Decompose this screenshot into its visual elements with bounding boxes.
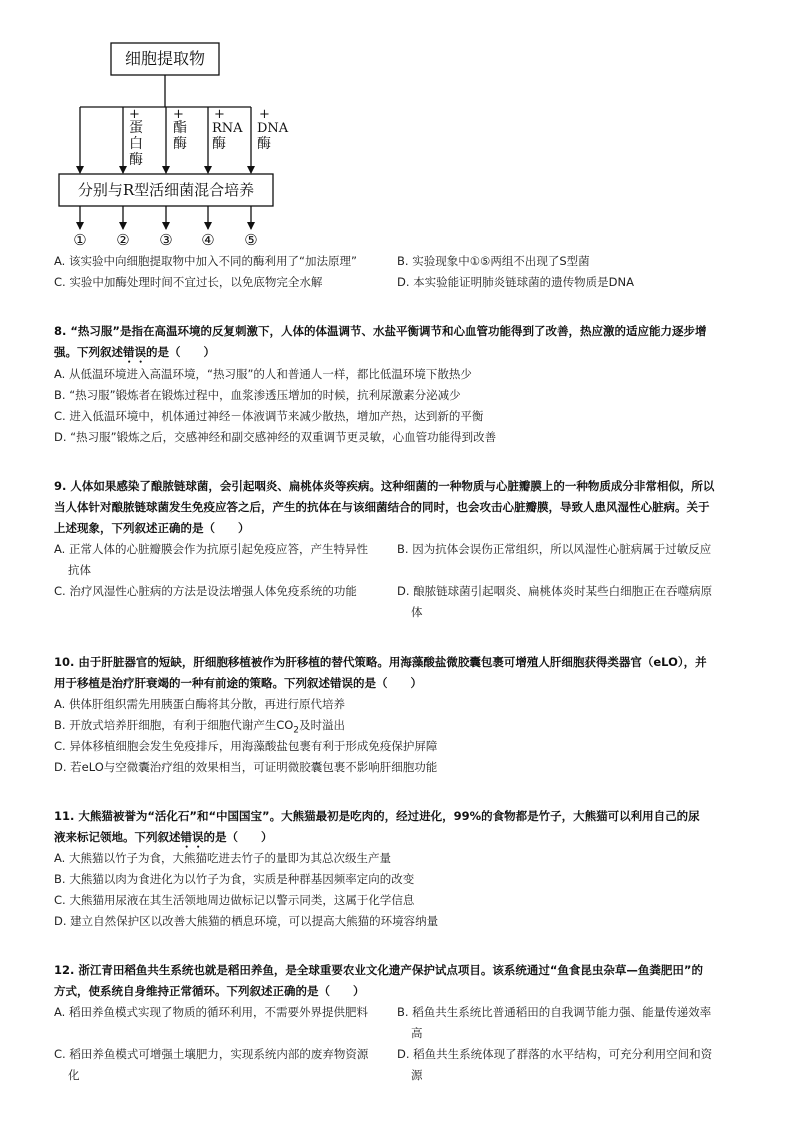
q11-option-a[interactable]: A. 大熊猫以竹子为食，大熊猫吃进去竹子的量即为其总次级生产量: [54, 851, 391, 865]
plus-sign: +: [173, 107, 184, 122]
tube-2: ②: [116, 231, 130, 249]
q12-option-c[interactable]: C. 稻田养鱼模式可增强土壤肥力，实现系统内部的废弃物资源: [54, 1047, 369, 1061]
q12-option-b[interactable]: B. 稻鱼共生系统比普通稻田的自我调节能力强、能量传递效率: [397, 1005, 712, 1019]
q10-stem: 10. 由于肝脏器官的短缺，肝细胞移植被作为肝移植的替代策略。用海藻酸盐微胶囊包裹可增殖人肝细胞获得类器官（eLO），并 用于移植是治疗肝衰竭的一种有前途的策略。下列叙述错误的是（ ）: [54, 655, 707, 690]
q8-option-b[interactable]: B. “热习服”锻炼者在锻炼过程中，血浆渗透压增加的时候，抗利尿激素分泌减少: [54, 388, 461, 402]
q10-option-a[interactable]: A. 供体肝组织需先用胰蛋白酶将其分散，再进行原代培养: [54, 697, 345, 711]
plus-sign: +: [129, 107, 140, 122]
q9-option-a[interactable]: A. 正常人体的心脏瓣膜会作为抗原引起免疫应答，产生特异性: [54, 542, 368, 556]
q11-option-d[interactable]: D. 建立自然保护区以改善大熊猫的栖息环境，可以提高大熊猫的环境容纳量: [54, 914, 439, 928]
q7-option-a[interactable]: A. 该实验中向细胞提取物中加入不同的酶利用了“加法原理”: [54, 254, 357, 268]
q9-stem: 9. 人体如果感染了酿脓链球菌，会引起咽炎、扁桃体炎等疾病。这种细菌的一种物质与心脏瓣膜上的一种物质成分非常相似，所以 当人体针对酿脓链球菌发生免疫应答之后，产生的抗体在与该细菌结合的同时，也会攻击心脏瓣膜，导致人患风湿性心脏病。关于 上述现象，下列叙述正确的是（ ）: [54, 479, 715, 535]
q12-option-d-cont: 源: [411, 1068, 423, 1082]
q11-stem: 11. 大熊猫被誉为“活化石”和“中国国宝”。大熊猫最初是吃肉的，经过进化，99%的食物都是竹子，大熊猫可以利用自己的尿 液来标记领地。下列叙述错误的是（ ）: [54, 809, 700, 844]
q9-option-a-cont: 抗体: [68, 563, 91, 577]
enzyme-protease: 蛋白酶: [129, 120, 143, 168]
q12-option-a[interactable]: A. 稻田养鱼模式实现了物质的循环利用，不需要外界提供肥料: [54, 1005, 368, 1019]
q8-option-c[interactable]: C. 进入低温环境中，机体通过神经－体液调节来减少散热，增加产热，达到新的平衡: [54, 409, 484, 423]
tube-1: ①: [73, 231, 87, 249]
q12-stem: 12. 浙江青田稻鱼共生系统也就是稻田养鱼，是全球重要农业文化遗产保护试点项目。该系统通过“鱼食昆虫杂草—鱼粪肥田”的 方式，使系统自身维持正常循环。下列叙述正确的是（ ）: [54, 963, 703, 998]
q7-option-c[interactable]: C. 实验中加酶处理时间不宜过长，以免底物完全水解: [54, 275, 323, 289]
q8-option-d[interactable]: D. “热习服”锻炼之后，交感神经和副交感神经的双重调节更灵敏，心血管功能得到改善: [54, 430, 497, 444]
mix-culture-box: 分别与R型活细菌混合培养: [77, 181, 255, 199]
tube-3: ③: [159, 231, 173, 249]
experiment-diagram: [0, 0, 330, 256]
q9-option-d-cont: 体: [411, 605, 423, 619]
q7-option-d[interactable]: D. 本实验能证明肺炎链球菌的遗传物质是DNA: [397, 275, 634, 289]
q9-option-b[interactable]: B. 因为抗体会误伤正常组织，所以风湿性心脏病属于过敏反应: [397, 542, 712, 556]
enzyme-dna-label: DNA: [257, 121, 289, 136]
plus-sign: +: [214, 107, 225, 122]
q12-option-b-cont: 高: [411, 1026, 423, 1040]
q8-stem: 8. “热习服”是指在高温环境的反复刺激下，人体的体温调节、水盐平衡调节和心血管功能得到了改善，热应激的适应能力逐步增 强。下列叙述错误的是（ ）: [54, 324, 707, 359]
q12-option-c-cont: 化: [68, 1068, 80, 1082]
enzyme-rna-label: RNA: [212, 121, 243, 136]
tube-4: ④: [201, 231, 215, 249]
q9-option-c[interactable]: C. 治疗风湿性心脏病的方法是设法增强人体免疫系统的功能: [54, 584, 357, 598]
q10-option-b[interactable]: B. 开放式培养肝细胞，有利于细胞代谢产生$CO_2$及时溢出: [54, 718, 346, 736]
q7-option-b[interactable]: B. 实验现象中①⑤两组不出现了S型菌: [397, 254, 590, 268]
cell-extract-box: 细胞提取物: [124, 49, 205, 68]
q11-option-b[interactable]: B. 大熊猫以肉为食进化为以竹子为食，实质是种群基因频率定向的改变: [54, 872, 415, 886]
tube-5: ⑤: [244, 231, 258, 249]
q10-option-d[interactable]: D. 若eLO与空微囊治疗组的效果相当，可证明微胶囊包裹不影响肝细胞功能: [54, 760, 438, 774]
q10-option-c[interactable]: C. 异体移植细胞会发生免疫排斥，用海藻酸盐包裹有利于形成免疫保护屏障: [54, 739, 438, 753]
enzyme-esterase: 酯酶: [173, 120, 187, 152]
q9-option-d[interactable]: D. 酿脓链球菌引起咽炎、扁桃体炎时某些白细胞正在吞噬病原: [397, 584, 713, 598]
enzyme-rna-suffix: 酶: [212, 136, 226, 152]
q11-option-c[interactable]: C. 大熊猫用尿液在其生活领地周边做标记以警示同类，这属于化学信息: [54, 893, 415, 907]
enzyme-dna-suffix: 酶: [257, 136, 271, 152]
q8-option-a[interactable]: A. 从低温环境进入高温环境，“热习服”的人和普通人一样，都比低温环境下散热少: [54, 367, 472, 381]
plus-sign: +: [259, 107, 270, 122]
q12-option-d[interactable]: D. 稻鱼共生系统体现了群落的水平结构，可充分利用空间和资: [397, 1047, 713, 1061]
